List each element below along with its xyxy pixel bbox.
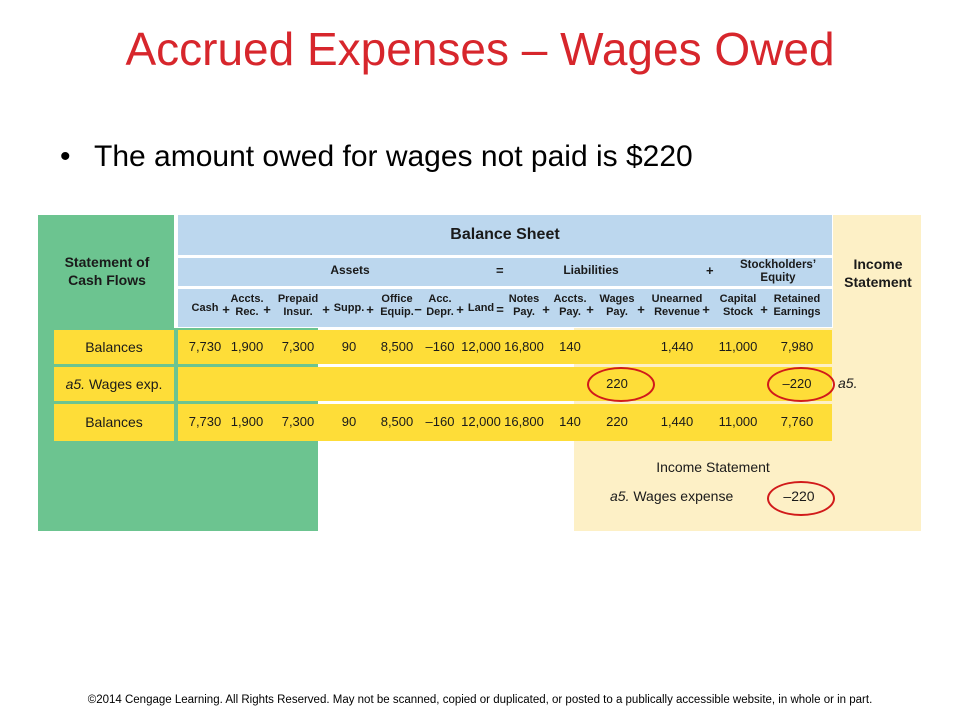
table-cell: 8,500	[380, 339, 414, 354]
equals-sign: =	[496, 263, 504, 278]
plus-sign-equity: +	[706, 263, 714, 278]
column-header-line2: Earnings	[773, 306, 821, 318]
column-operator: −	[414, 302, 422, 317]
column-header-line2: Depr.	[426, 306, 454, 318]
column-header-line1: Notes	[508, 293, 540, 305]
column-header-line1: Unearned	[651, 293, 703, 305]
liabilities-label: Liabilities	[563, 263, 619, 277]
row-label-balances-1: Balances	[85, 339, 143, 355]
column-header-line1: Retained	[773, 293, 821, 305]
row-label-wages-exp-prefix: a5.	[65, 376, 86, 392]
table-cell: 7,980	[780, 339, 814, 354]
table-cell: –160	[425, 414, 455, 429]
column-header-line1: Land	[467, 302, 495, 314]
table-cell: 12,000	[461, 414, 501, 429]
row-data-band-2	[178, 367, 832, 401]
side-note-a5: a5.	[838, 375, 858, 391]
table-cell: 1,900	[230, 339, 264, 354]
table-cell: 7,300	[281, 414, 315, 429]
highlight-circle-wages-pay	[587, 367, 655, 402]
column-header-line1: Office	[381, 293, 413, 305]
column-header-line2: Pay.	[513, 306, 535, 318]
table-cell: 220	[606, 414, 628, 429]
row-label-balances-2: Balances	[85, 414, 143, 430]
column-operator: +	[366, 302, 374, 317]
column-header	[647, 293, 707, 319]
highlight-circle-retained-earnings	[767, 367, 835, 402]
column-header-line1: Supp.	[333, 302, 365, 314]
equity-label	[716, 259, 840, 285]
column-operator: +	[586, 302, 594, 317]
income-statement-header	[834, 255, 922, 291]
table-cell: 1,440	[660, 414, 694, 429]
table-cell: 220	[606, 376, 628, 391]
table-cell: 12,000	[461, 339, 501, 354]
highlight-circle-income-statement	[767, 481, 835, 516]
column-operator: +	[263, 302, 271, 317]
copyright-footer: ©2014 Cengage Learning. All Rights Reserved. May not be scanned, copied or duplicated, or posted to a publically accessible website, in whole or in part.	[87, 694, 873, 706]
table-cell: 11,000	[718, 414, 758, 429]
column-operator: +	[542, 302, 550, 317]
column-operator: +	[222, 302, 230, 317]
column-header-line2: Pay.	[606, 306, 628, 318]
table-cell: –160	[425, 339, 455, 354]
income-statement-box-title: Income Statement	[656, 459, 770, 475]
white-gap-cashflow-income	[318, 441, 574, 531]
income-statement-header-line1: Income	[853, 256, 903, 272]
bullet-text: The amount owed for wages not paid is $220	[94, 140, 693, 173]
table-cell: 140	[559, 339, 581, 354]
table-cell: 7,760	[780, 414, 814, 429]
column-operator: +	[637, 302, 645, 317]
column-operator: +	[456, 302, 464, 317]
table-cell: 90	[341, 339, 357, 354]
income-statement-line-prefix: a5.	[610, 488, 630, 504]
table-cell: 8,500	[380, 414, 414, 429]
income-statement-line-text: Wages expense	[629, 488, 734, 504]
income-statement-line-label	[610, 488, 733, 504]
column-header-line1: Prepaid	[277, 293, 319, 305]
column-header-line1: Accts.	[553, 293, 587, 305]
equity-label-line1: Stockholders’	[739, 259, 817, 271]
column-header-line1: Accts.	[230, 293, 264, 305]
table-cell: 140	[559, 414, 581, 429]
column-header-line2: Stock	[723, 306, 753, 318]
cash-flows-header	[38, 253, 176, 289]
bullet-point	[60, 140, 693, 174]
column-header-line2: Rec.	[235, 306, 259, 318]
table-cell: 7,300	[281, 339, 315, 354]
column-operator: =	[496, 302, 504, 317]
table-cell: 11,000	[718, 339, 758, 354]
column-header-line1: Acc.	[428, 293, 452, 305]
column-header	[767, 293, 827, 319]
row-label-wages-exp-text: Wages exp.	[85, 376, 163, 392]
table-cell: 90	[341, 414, 357, 429]
assets-label: Assets	[330, 263, 370, 277]
table-cell: 16,800	[504, 414, 544, 429]
column-header-line1: Wages	[599, 293, 635, 305]
table-cell: –220	[782, 376, 812, 391]
table-cell: 1,440	[660, 339, 694, 354]
column-operator: +	[702, 302, 710, 317]
column-header-line2: Equip.	[380, 306, 414, 318]
income-statement-line-value: –220	[783, 488, 815, 504]
table-cell: 7,730	[188, 339, 222, 354]
column-operator: +	[760, 302, 768, 317]
slide-title: Accrued Expenses – Wages Owed	[125, 23, 835, 75]
income-statement-header-line2: Statement	[844, 274, 912, 290]
column-header-line1: Cash	[191, 302, 219, 314]
cash-flows-header-line2: Cash Flows	[68, 272, 146, 288]
balance-sheet-header: Balance Sheet	[450, 226, 560, 243]
column-header-line2: Insur.	[283, 306, 313, 318]
table-cell: 7,730	[188, 414, 222, 429]
table-cell: 1,900	[230, 414, 264, 429]
row-label-wages-exp	[54, 376, 174, 392]
table-cell: 16,800	[504, 339, 544, 354]
cash-flows-header-line1: Statement of	[64, 254, 150, 270]
column-header-line1: Capital	[719, 293, 757, 305]
column-header-line2: Revenue	[654, 306, 700, 318]
column-header-line2: Pay.	[559, 306, 581, 318]
column-operator: +	[322, 302, 330, 317]
bullet-dot: •	[60, 140, 71, 173]
equity-label-line2: Equity	[760, 272, 796, 284]
